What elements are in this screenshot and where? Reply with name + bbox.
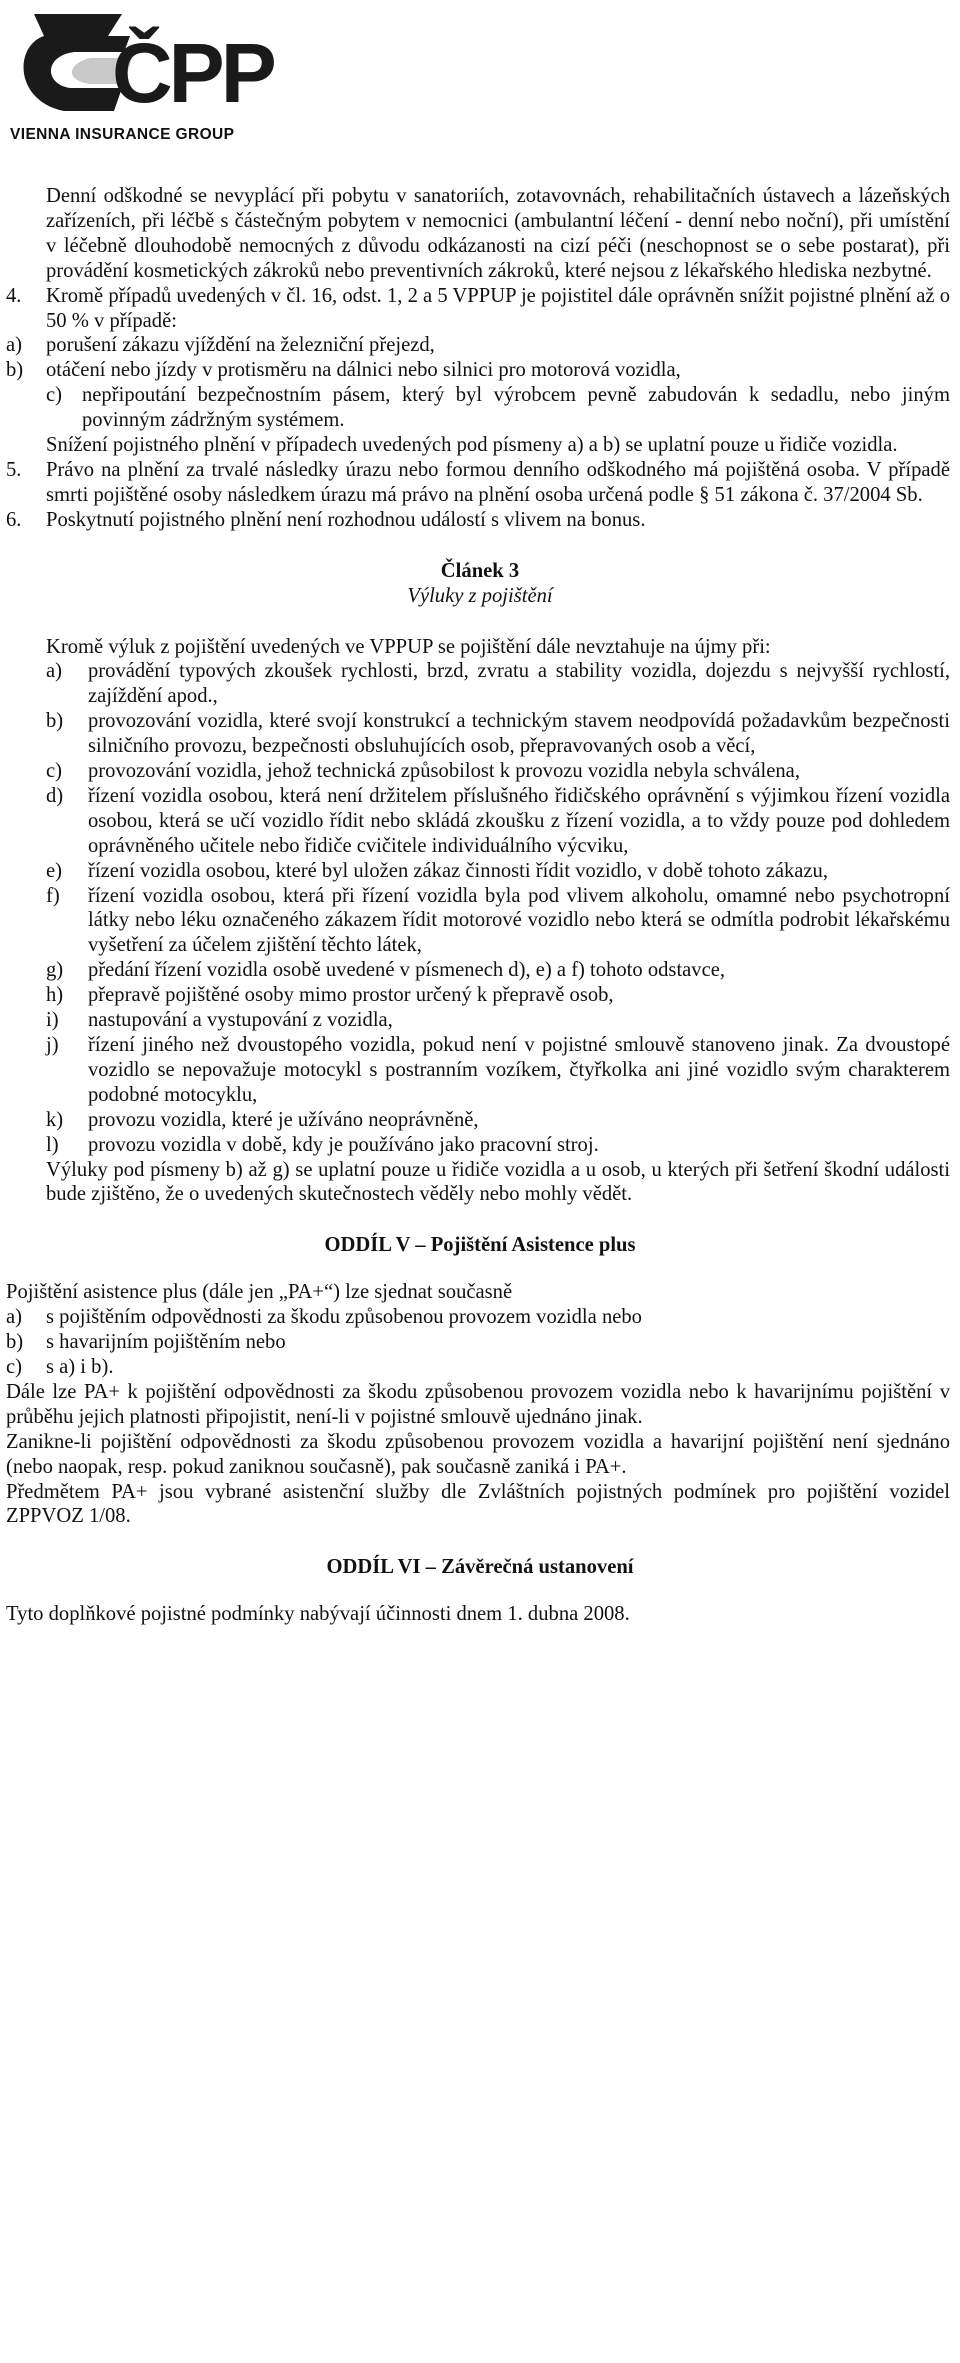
exclusion-l: l) provozu vozidla v době, kdy je používáno jako pracovní stroj.	[46, 1133, 599, 1156]
item-4-sub-c: c) nepřipoutání bezpečnostním pásem, který byl výrobcem pevně zabudován k sedadlu, nebo jiným povinným zádržným systémem.	[46, 384, 950, 432]
logo-mark: ČPP	[112, 26, 273, 120]
item-4-sub-b: b) otáčení nebo jízdy v protisměru na dálnici nebo silnici pro motorová vozidla,	[6, 359, 681, 382]
section-5-item-b: b) s havarijním pojištěním nebo	[6, 1331, 286, 1354]
exclusion-g: g) předání řízení vozidla osobě uvedené v písmenech d), e) a f) tohoto odstavce,	[46, 959, 726, 982]
intro-paragraph: Denní odškodné se nevyplácí při pobytu v sanatoriích, zotavovnách, rehabilitačních ústavech a lázeňských zařízeních, při léčbě s částečným pobytem v nemocnici (ambulantní léčení - denní nebo noční), při umístění v léčebně dlouhodobě nemocných z důvodu odkázanosti na cizí péči (neschopnost se o sebe postarat), při provádění kosmetických zákroků nebo preventivních zákroků, které nejsou z lékařského hlediska nezbytné.	[46, 185, 950, 282]
section-5-para-1: Dále lze PA+ k pojištění odpovědnosti za škodu způsobenou provozem vozidla nebo k havarijnímu pojištění v průběhu jejich platnosti připojistit, není-li v pojistné smlouvě ujednáno jinak.	[6, 1380, 950, 1428]
document-body	[0, 184, 960, 1627]
exclusion-f: f) řízení vozidla osobou, která při řízení vozidla byla pod vlivem alkoholu, omamné nebo psychotropní látky nebo léku označeného zákazem řídit motorové vozidlo nebo která se odmítla podrobit lékařskému vyšetření za účelem zjištění těchto látek,	[46, 884, 950, 957]
article-3-lead: Kromě výluk z pojištění uvedených ve VPPUP se pojištění dále nevztahuje na újmy při:	[46, 635, 771, 658]
cpp-logo-icon	[4, 6, 294, 124]
item-4-text: Kromě případů uvedených v čl. 16, odst. 1, 2 a 5 VPPUP je pojistitel dále oprávněn snížit pojistné plnění až o 50 % v případě:	[46, 284, 950, 332]
article-3-subheading: Výluky z pojištění	[407, 584, 553, 607]
company-logo	[4, 6, 294, 146]
exclusion-d: d) řízení vozidla osobou, která není držitelem příslušného řidičského oprávnění s výjimkou řízení vozidla osobou, která se učí vozidlo řídit nebo skládá zkoušku z řízení vozidla, a to vždy pouze pod dohledem oprávněného učitele nebo řidiče cvičitele individuálního výcviku,	[46, 784, 950, 857]
section-5-lead: Pojištění asistence plus (dále jen „PA+“) lze sjednat současně	[6, 1281, 513, 1304]
article-3-closing: Výluky pod písmeny b) až g) se uplatní pouze u řidiče vozidla a u osob, u kterých při šetření škodní události bude zjištěno, že o uvedených skutečnostech věděly nebo mohly vědět.	[46, 1158, 950, 1206]
section-6-heading: ODDÍL VI – Závěrečná ustanovení	[326, 1556, 634, 1579]
item-4-number: 4.	[6, 284, 22, 307]
section-5-para-2: Zanikne-li pojištění odpovědnosti za škodu způsobenou provozem vozidla a havarijní pojištění není sjednáno (nebo naopak, resp. pokud zaniknou současně), pak současně zaniká i PA+.	[6, 1430, 950, 1478]
exclusion-j: j) řízení jiného než dvoustopého vozidla, pokud není v pojistné smlouvě stanoveno jinak. Za dvoustopé vozidlo se nepovažuje motocykl s postranním vozíkem, čtyřkolka ani jiné vozidlo svým charakterem podobné motocyklu,	[46, 1034, 950, 1106]
logo-tagline: VIENNA INSURANCE GROUP	[10, 126, 235, 143]
exclusion-a: a) provádění typových zkoušek rychlosti, brzd, zvratu a stability vozidla, dojezdu s nejvyšší rychlostí, zajíždění apod.,	[46, 660, 950, 708]
item-6: 6. Poskytnutí pojistného plnění není rozhodnou událostí s vlivem na bonus.	[6, 508, 646, 531]
section-6-text: Tyto doplňkové pojistné podmínky nabývají účinnosti dnem 1. dubna 2008.	[6, 1603, 630, 1626]
item-5: 5. Právo na plnění za trvalé následky úrazu nebo formou denního odškodného má pojištěná osoba. V případě smrti pojištěné osoby následkem úrazu má právo na plnění osoba určená podle § 51 zákona č. 37/2004 Sb.	[6, 458, 950, 506]
exclusion-e: e) řízení vozidla osobou, které byl uložen zákaz činnosti řídit vozidlo, v době tohoto zákazu,	[46, 859, 829, 882]
exclusion-c: c) provozování vozidla, jehož technická způsobilost k provozu vozidla nebyla schválena,	[46, 760, 800, 783]
article-3-heading: Článek 3	[440, 559, 520, 582]
section-5-para-3: Předmětem PA+ jsou vybrané asistenční služby dle Zvláštních pojistných podmínek pro pojištění vozidel ZPPVOZ 1/08.	[6, 1480, 950, 1528]
exclusion-b: b) provozování vozidla, které svojí konstrukcí a technickým stavem neodpovídá požadavkům bezpečnosti silničního provozu, bezpečnosti obsluhujících osob, přepravovaných osob a věcí,	[46, 710, 950, 758]
item-4-sub-a: a) porušení zákazu vjíždění na železniční přejezd,	[6, 334, 435, 357]
exclusion-i: i) nastupování a vystupování z vozidla,	[46, 1009, 393, 1032]
item-4	[0, 284, 960, 334]
section-5-heading: ODDÍL V – Pojištění Asistence plus	[324, 1234, 636, 1257]
exclusion-k: k) provozu vozidla, které je užíváno neoprávněně,	[46, 1108, 479, 1131]
section-5-item-a: a) s pojištěním odpovědnosti za škodu způsobenou provozem vozidla nebo	[6, 1306, 642, 1329]
item-4-note: Snížení pojistného plnění v případech uvedených pod písmeny a) a b) se uplatní pouze u řidiče vozidla.	[46, 434, 898, 457]
section-5-item-c: c) s a) i b).	[6, 1355, 114, 1378]
exclusion-h: h) přepravě pojištěné osoby mimo prostor určený k přepravě osob,	[46, 984, 614, 1007]
